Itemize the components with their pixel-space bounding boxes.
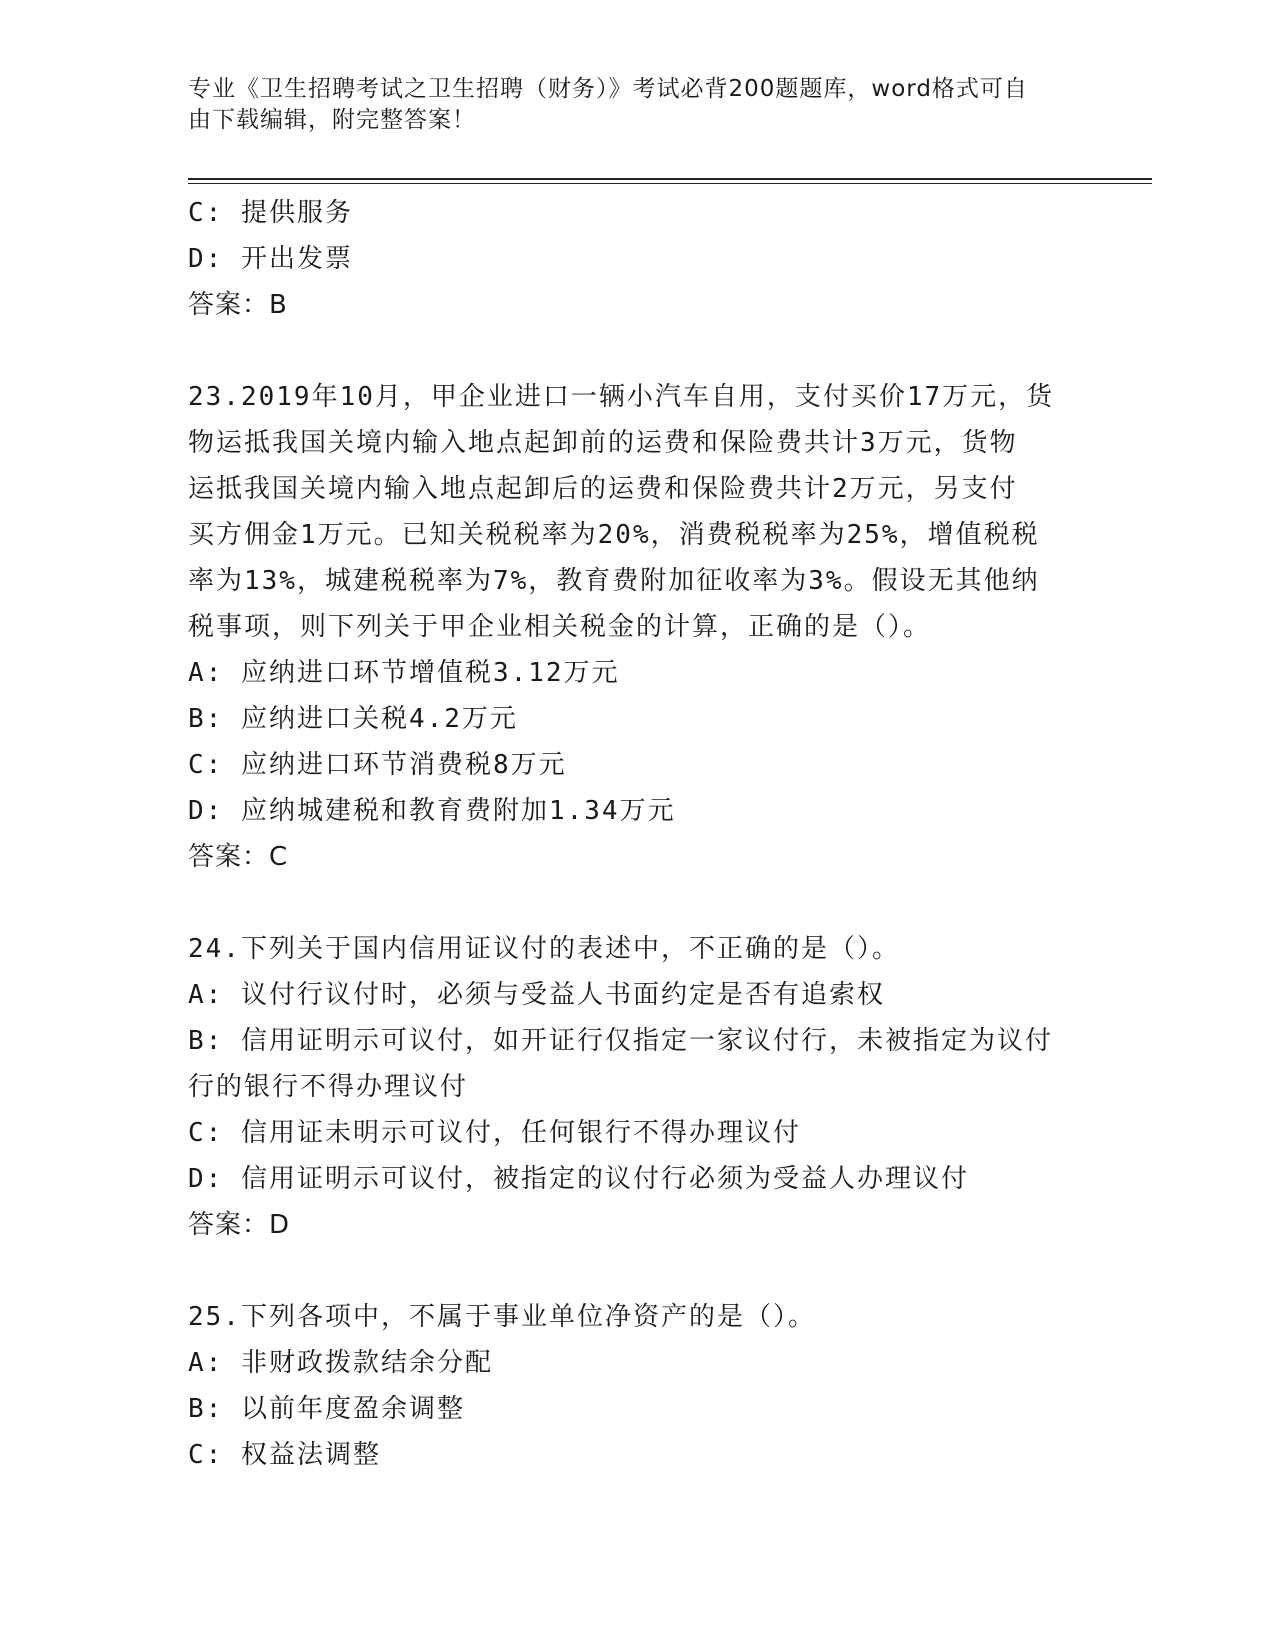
option-b-line-2: 行的银行不得办理议付 <box>188 1072 469 1102</box>
stem-line: 率为13%，城建税税率为7%，教育费附加征收率为3%。假设无其他纳 <box>188 566 1040 596</box>
question-25 <box>188 1294 1088 1478</box>
option-c: C: 信用证未明示可议付，任何银行不得办理议付 <box>188 1118 801 1148</box>
stem-line: 23.2019年10月，甲企业进口一辆小汽车自用，支付买价17万元，货 <box>188 382 1055 412</box>
question-stem: 25.下列各项中，不属于事业单位净资产的是（）。 <box>188 1302 816 1332</box>
option-b: B: 应纳进口关税4.2万元 <box>188 704 518 734</box>
answer: 答案：C <box>188 842 289 872</box>
spacer <box>188 328 1088 374</box>
stem-line: 买方佣金1万元。已知关税税率为20%，消费税税率为25%，增值税税 <box>188 520 1040 550</box>
spacer <box>188 1248 1088 1294</box>
option-d: D: 开出发票 <box>188 244 353 274</box>
option-c: C: 提供服务 <box>188 198 353 228</box>
option-c: C: 权益法调整 <box>188 1440 381 1470</box>
stem-line: 物运抵我国关境内输入地点起卸前的运费和保险费共计3万元，货物 <box>188 428 1018 458</box>
question-stem <box>188 374 1088 650</box>
answer: 答案：D <box>188 1210 291 1240</box>
question-24 <box>188 926 1088 1248</box>
option-a: A: 非财政拨款结余分配 <box>188 1348 493 1378</box>
question-content <box>188 190 1088 1478</box>
option-d: D: 信用证明示可议付，被指定的议付行必须为受益人办理议付 <box>188 1164 969 1194</box>
header-line-2: 由下载编辑，附完整答案！ <box>188 107 476 133</box>
option-a: A: 议付行议付时，必须与受益人书面约定是否有追索权 <box>188 980 885 1010</box>
header-line-1: 专业《卫生招聘考试之卫生招聘（财务）》考试必背200题题库，word格式可自 <box>188 76 1028 102</box>
stem-line: 运抵我国关境内输入地点起卸后的运费和保险费共计2万元，另支付 <box>188 474 1018 504</box>
header-divider-thick <box>188 178 1152 180</box>
option-b-line-1: B: 信用证明示可议付，如开证行仅指定一家议付行，未被指定为议付 <box>188 1026 1053 1056</box>
stem-line: 税事项，则下列关于甲企业相关税金的计算，正确的是（）。 <box>188 612 932 642</box>
option-a: A: 应纳进口环节增值税3.12万元 <box>188 658 620 688</box>
option-b: B: 以前年度盈余调整 <box>188 1394 465 1424</box>
header-divider-thin <box>188 183 1152 184</box>
option-c: C: 应纳进口环节消费税8万元 <box>188 750 567 780</box>
document-header <box>188 74 1078 136</box>
spacer <box>188 880 1088 926</box>
question-23 <box>188 374 1088 880</box>
option-d: D: 应纳城建税和教育费附加1.34万元 <box>188 796 676 826</box>
answer: 答案：B <box>188 290 288 320</box>
question-22-tail <box>188 190 1088 328</box>
question-stem: 24.下列关于国内信用证议付的表述中，不正确的是（）。 <box>188 934 900 964</box>
